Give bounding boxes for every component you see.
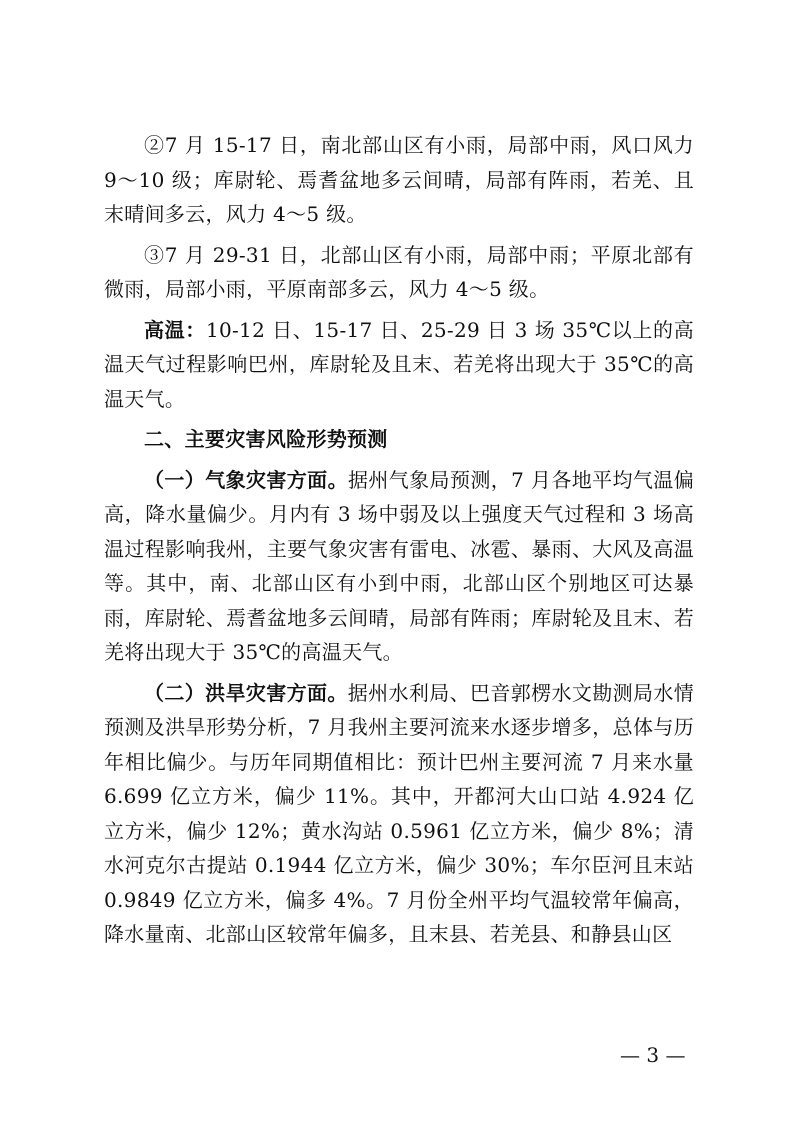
paragraph-text: ③7 月 29-31 日，北部山区有小雨，局部中雨；平原北部有微雨，局部小雨，平原南部多云，风力 4～5 级。 [104,242,694,301]
document-body [104,128,694,952]
paragraph-high-temperature [104,313,694,417]
paragraph-weather-period-2 [104,128,694,232]
paragraph-weather-period-3 [104,238,694,307]
paragraph-text: ②7 月 15-17 日，南北部山区有小雨，局部中雨，风口风力 9～10 级；库尉轮、焉耆盆地多云间晴，局部有阵雨，若羌、且末晴间多云，风力 4～5 级。 [104,133,694,226]
paragraph-lead: （一）气象灾害方面。 [144,467,348,492]
paragraph-meteorological-disasters [104,463,694,670]
paragraph-lead: 高温： [144,317,206,342]
page-number: — 3 — [620,1043,686,1067]
paragraph-text: 据州气象局预测，7 月各地平均气温偏高，降水量偏少。月内有 3 场中弱及以上强度天气过程和 3 场高温过程影响我州，主要气象灾害有雷电、冰雹、暴雨、大风及高温等。其中，南、北部山区有小到中雨，北部山区个别地区可达暴雨，库尉轮、焉耆盆地多云间晴，局部有阵雨；库尉轮及且末、若羌将出现大于 35℃的高温天气。 [104,467,694,664]
paragraph-text: 10-12 日、15-17 日、25-29 日 3 场 35℃以上的高温天气过程影响巴州，库尉轮及且末、若羌将出现大于 35℃的高温天气。 [104,317,694,411]
paragraph-flood-drought-disasters [104,676,694,952]
paragraph-text: 据州水利局、巴音郭楞水文勘测局水情预测及洪旱形势分析，7 月我州主要河流来水逐步增多，总体与历年相比偏少。与历年同期值相比：预计巴州主要河流 7 月来水量 6.699 亿立方米，偏少 11%。其中，开都河大山口站 4.924 亿立方米，偏少 12%；黄水沟站 0.5961 亿立方米，偏少 8%；清水河克尔古提站 0.1944 亿立方米，偏少 30%；车尔臣河且末站 0.9849 亿立方米，偏多 4%。7 月份全州平均气温较常年偏高，降水量南、北部山区较常年偏多，且末县、若羌县、和静县山区 [104,680,694,946]
section-heading [104,422,694,457]
section-heading-text: 二、主要灾害风险形势预测 [144,427,388,451]
paragraph-lead: （二）洪旱灾害方面。 [144,680,348,705]
